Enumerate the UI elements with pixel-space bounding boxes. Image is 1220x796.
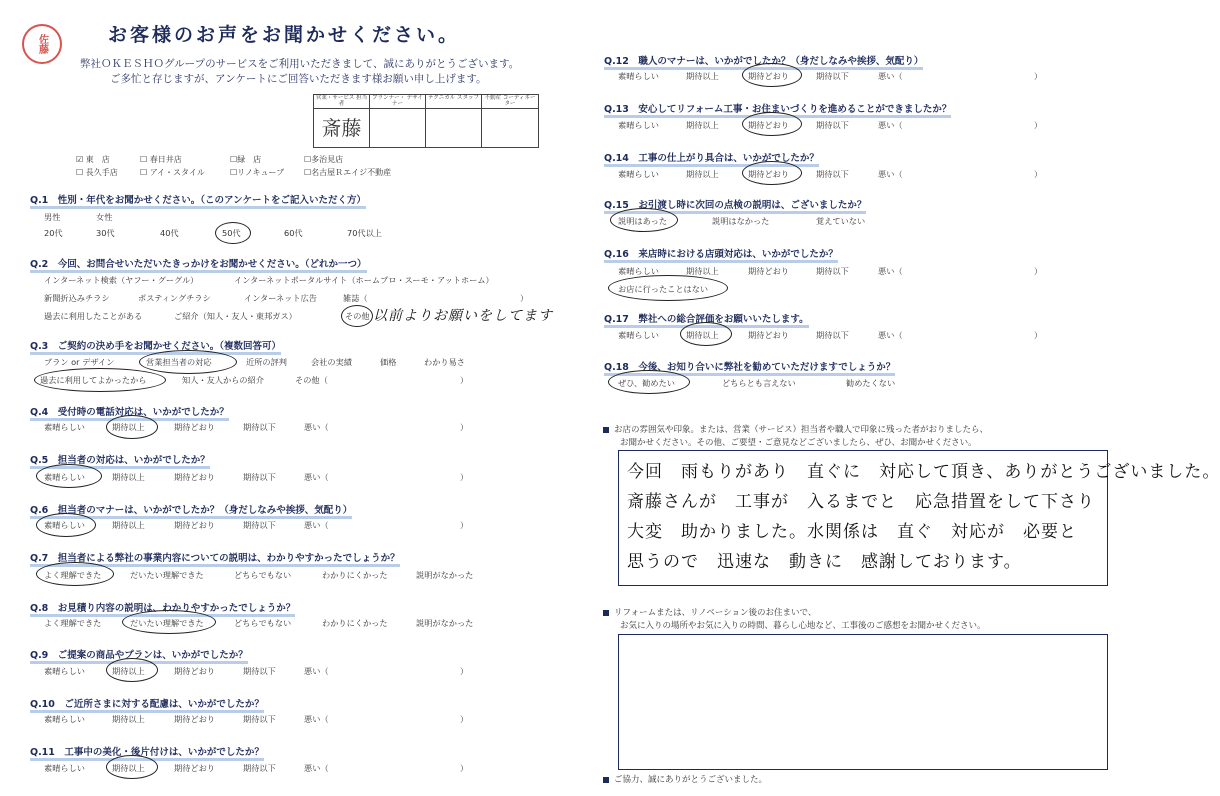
option-label[interactable]: わかり易さ [424,357,465,367]
option-label[interactable]: 期待どおり [174,714,215,724]
option-label[interactable]: 悪い（ [304,520,329,530]
option-label[interactable]: どちらでもない [234,570,292,580]
selection-circle [106,755,158,779]
option-label[interactable]: どちらとも言えない [722,378,796,388]
option-label[interactable]: 30代 [96,228,115,238]
option-label[interactable]: 期待以上 [112,714,145,724]
question-q12: Q.12 職人のマナーは、いかがでしたか？（身だしなみや挨拶、気配り） [604,53,923,67]
option-label[interactable]: 過去に利用したことがある [44,311,143,321]
comment1-prompt-line-2: お聞かせください。その他、ご要望・ご意見などございましたら、ぜひ、お聞かせください。 [620,438,977,448]
selection-circle [608,275,728,301]
option-label[interactable]: 雑誌（ [343,293,368,303]
selection-circle [106,415,158,439]
store-checkbox[interactable]: ☐ アイ・スタイル [140,168,205,177]
option-label[interactable]: プラン or デザイン [44,357,115,367]
intro-line-1: 弊社ＯＫＥＳＨＯグループのサービスをご利用いただきまして、誠にありがとうございます。 [80,58,520,70]
option-label[interactable]: 50代 [222,228,241,238]
selection-circle [610,208,678,232]
store-checkbox[interactable]: ☐ 長久手店 [76,168,118,177]
option-label[interactable]: インターネット広告 [244,293,317,303]
store-checkbox[interactable]: ☐ 春日井店 [140,155,182,164]
option-label: ） [520,293,529,303]
option-label[interactable]: 期待以下 [243,666,276,676]
option-label[interactable]: 説明はあった [618,216,668,226]
comment1-line: 今回 雨もりがあり 直ぐに 対応して頂き、ありがとうございました。 [627,462,1220,482]
selection-circle [36,513,96,537]
selection-circle [680,322,732,346]
staff-table [313,94,539,148]
selection-circle [122,610,216,634]
selection-circle [34,368,166,392]
option-label[interactable]: 営業担当者の対応 [146,357,212,367]
option-label[interactable]: 悪い（ [878,266,903,276]
option-label: ） [1034,169,1043,179]
question-q15: Q.15 お引渡し時に次回の点検の説明は、ございましたか？ [604,197,866,211]
option-label[interactable]: 期待どおり [748,120,789,130]
option-label[interactable]: 期待どおり [748,71,789,81]
closing-note: ご協力、誠にありがとうございました。 [603,773,767,785]
option-label[interactable]: 期待どおり [174,666,215,676]
option-label[interactable]: 期待以上 [686,266,719,276]
option-label[interactable]: 70代以上 [347,228,382,238]
option-label[interactable]: 期待以上 [112,666,145,676]
option-label[interactable]: 過去に利用してよかったから [40,375,147,385]
staff-value-sales: 斎藤 [314,109,370,147]
staff-value-planner [370,109,426,147]
selection-circle [742,63,802,87]
option-label[interactable]: 期待どおり [174,472,215,482]
option-label[interactable]: わかりにくかった [322,618,388,628]
option-label[interactable]: 期待以下 [816,120,849,130]
option-label[interactable]: 男性 [44,212,61,222]
option-label[interactable]: 素晴らしい [618,266,659,276]
comment1-prompt-line-1: お店の雰囲気や印象。または、営業（サービス）担当者や職人で印象に残った者がおりましたら、 [603,423,988,435]
option-label[interactable]: ポスティングチラシ [138,293,211,303]
question-q13: Q.13 安心してリフォーム工事・お住まいづくりを進めることができましたか？ [604,101,951,115]
comment2-prompt-line-2: お気に入りの場所やお気に入りの時間、暮らし心地など、工事後のご感想をお聞かせください。 [620,621,986,631]
selection-circle [341,305,373,327]
option-label[interactable]: 期待以上 [686,330,719,340]
question-q6: Q.6 担当者のマナーは、いかがでしたか？（身だしなみや挨拶、気配り） [30,502,352,516]
selection-circle [36,464,102,488]
option-label[interactable]: 知人・友人からの紹介 [182,375,264,385]
option-label[interactable]: その他（ [295,375,328,385]
option-label: ） [460,714,469,724]
staff-header-realestate: 不動産 コーディネーター [482,95,538,109]
option-label[interactable]: 悪い（ [304,763,329,773]
option-label[interactable]: 期待どおり [748,266,789,276]
option-label[interactable]: 期待以下 [243,422,276,432]
option-label: ） [460,472,469,482]
staff-header-technical: テクニカル スタッフ [426,95,482,109]
selection-circle [608,370,690,394]
option-label[interactable]: ご紹介（知人・友人・東邦ガス） [174,311,297,321]
option-label: ） [460,763,469,773]
option-label[interactable]: 期待どおり [174,520,215,530]
option-label[interactable]: 素晴らしい [44,763,85,773]
question-q18: Q.18 今後、お知り合いに弊社を勧めていただけますでしょうか？ [604,359,895,373]
option-label[interactable]: だいたい理解できた [130,570,204,580]
option-label: ） [460,666,469,676]
comment2-box[interactable] [618,634,1108,770]
staff-header-sales: 営業・サービス 担当者 [314,95,370,109]
option-label[interactable]: 60代 [284,228,303,238]
selection-circle [139,350,237,374]
option-label: ） [460,375,469,385]
option-label[interactable]: どちらでもない [234,618,292,628]
option-label[interactable]: 悪い（ [878,71,903,81]
option-label[interactable]: 素晴らしい [618,120,659,130]
option-label[interactable]: 素晴らしい [44,666,85,676]
staff-value-technical [426,109,482,147]
option-label[interactable]: 20代 [44,228,63,238]
option-label[interactable]: 期待以上 [112,422,145,432]
option-label[interactable]: 期待どおり [748,330,789,340]
selection-circle [36,562,114,586]
option-label[interactable]: 期待以下 [243,763,276,773]
option-label[interactable]: 覚えていない [816,216,866,226]
option-label[interactable]: ぜひ、勧めたい [618,378,675,388]
store-checkbox[interactable]: ☐多治見店 [304,155,344,164]
q2-other-handwriting: 以前よりお願いをしてます [373,308,553,324]
question-q16: Q.16 来店時における店頭対応は、いかがでしたか？ [604,246,838,260]
option-label[interactable]: 悪い（ [304,472,329,482]
option-label[interactable]: 期待以下 [243,472,276,482]
option-label[interactable]: 期待以上 [112,472,145,482]
question-q5: Q.5 担当者の対応は、いかがでしたか？ [30,452,210,466]
question-q14: Q.14 工事の仕上がり具合は、いかがでしたか？ [604,150,819,164]
selection-circle [106,658,158,682]
option-label[interactable]: 悪い（ [878,120,903,130]
option-label[interactable]: お店に行ったことはない [618,284,709,294]
option-label[interactable]: インターネットポータルサイト（ホームプロ・スーモ・アットホーム） [234,275,494,285]
question-q9: Q.9 ご提案の商品やプランは、いかがでしたか？ [30,647,248,661]
option-label: ） [1034,120,1043,130]
comment1-line: 思うので 迅速な 動きに 感謝しております。 [627,552,1022,572]
question-q4: Q.4 受付時の電話対応は、いかがでしたか？ [30,404,229,418]
option-label[interactable]: 期待以下 [243,714,276,724]
option-label[interactable]: 価格 [380,357,397,367]
store-checkbox[interactable]: ☐リノキューブ [230,168,285,177]
question-q17: Q.17 弊社への総合評価をお願いいたします。 [604,311,809,325]
selection-circle [742,161,802,185]
option-label[interactable]: 期待以下 [816,169,849,179]
option-label[interactable]: 素晴らしい [44,472,85,482]
option-label[interactable]: 期待どおり [174,422,215,432]
option-label[interactable]: 説明はなかった [712,216,770,226]
option-label[interactable]: 期待以下 [816,266,849,276]
page-title: お客様のお声をお聞かせください。 [108,24,461,46]
question-q1: Q.1 性別・年代をお聞かせください。（このアンケートをご記入いただく方） [30,192,366,206]
comment2-prompt-line-1: リフォームまたは、リノベーション後のお住まいで、 [603,606,816,618]
comment1-box[interactable] [618,450,1220,586]
option-label[interactable]: 期待以上 [686,71,719,81]
option-label[interactable]: 40代 [160,228,179,238]
store-checkbox[interactable]: ☑ 東 店 [76,155,110,164]
option-label[interactable]: わかりにくかった [322,570,388,580]
question-q10: Q.10 ご近所さまに対する配慮は、いかがでしたか？ [30,696,264,710]
selection-circle [742,112,802,136]
comment1-line: 大変 助かりました。水関係は 直ぐ 対応が 必要と [627,522,1077,542]
option-label[interactable]: 期待どおり [174,763,215,773]
option-label[interactable]: 期待以上 [686,169,719,179]
store-checkbox[interactable]: ☐緑 店 [230,155,262,164]
option-label: ） [460,422,469,432]
option-label[interactable]: 期待以下 [243,520,276,530]
store-checkbox[interactable]: ☐名古屋Ｒエイジ不動産 [304,168,392,177]
option-label[interactable]: よく理解できた [44,570,102,580]
option-label[interactable]: 期待以上 [112,520,145,530]
option-label[interactable]: インターネット検索（ヤフー・グーグル） [44,275,199,285]
option-label[interactable]: 期待以上 [686,120,719,130]
option-label[interactable]: 素晴らしい [618,330,659,340]
option-label[interactable]: 会社の実績 [311,357,352,367]
selection-circle [215,222,251,244]
option-label[interactable]: 近所の評判 [246,357,287,367]
option-label: ） [1034,266,1043,276]
option-label[interactable]: 悪い（ [878,330,903,340]
option-label[interactable]: 説明がなかった [416,570,474,580]
option-label[interactable]: 素晴らしい [44,714,85,724]
option-label[interactable]: 期待以下 [816,71,849,81]
staff-header-planner: プランナー・ デザイナー [370,95,426,109]
question-q2: Q.2 今回、お問合せいただいたきっかけをお聞かせください。（どれか一つ） [30,256,367,270]
option-label[interactable]: 勧めたくない [846,378,896,388]
option-label: ） [1034,330,1043,340]
intro-line-2: ご多忙と存じますが、アンケートにご回答いただきます様お願い申し上げます。 [110,73,487,85]
option-label[interactable]: 悪い（ [878,169,903,179]
option-label[interactable]: 期待以下 [816,330,849,340]
option-label[interactable]: 新聞折込みチラシ [44,293,110,303]
option-label[interactable]: 悪い（ [304,422,329,432]
option-label: ） [1034,71,1043,81]
comment1-line: 斎藤さんが 工事が 入るまでと 応急措置をして下さり [627,492,1095,512]
option-label: ） [460,520,469,530]
option-label[interactable]: 素晴らしい [618,71,659,81]
question-q11: Q.11 工事中の美化・後片付けは、いかがでしたか？ [30,744,264,758]
option-label[interactable]: 悪い（ [304,714,329,724]
question-q3: Q.3 ご契約の決め手をお聞かせください。（複数回答可） [30,338,281,352]
option-label[interactable]: だいたい理解できた [130,618,204,628]
question-q7: Q.7 担当者による弊社の事業内容についての説明は、わかりやすかったでしょうか？ [30,550,400,564]
option-label[interactable]: 期待以上 [112,763,145,773]
option-label[interactable]: 説明がなかった [416,618,474,628]
option-label[interactable]: 素晴らしい [44,520,85,530]
option-label[interactable]: 悪い（ [304,666,329,676]
name-seal-stamp: 佐藤 [22,24,62,64]
option-label[interactable]: 素晴らしい [44,422,85,432]
option-label[interactable]: 期待どおり [748,169,789,179]
option-label[interactable]: 素晴らしい [618,169,659,179]
option-label[interactable]: よく理解できた [44,618,102,628]
option-label[interactable]: その他 [345,311,370,321]
option-label[interactable]: 女性 [96,212,113,222]
question-q8: Q.8 お見積り内容の説明は、わかりやすかったでしょうか？ [30,600,295,614]
staff-value-realestate [482,109,538,147]
